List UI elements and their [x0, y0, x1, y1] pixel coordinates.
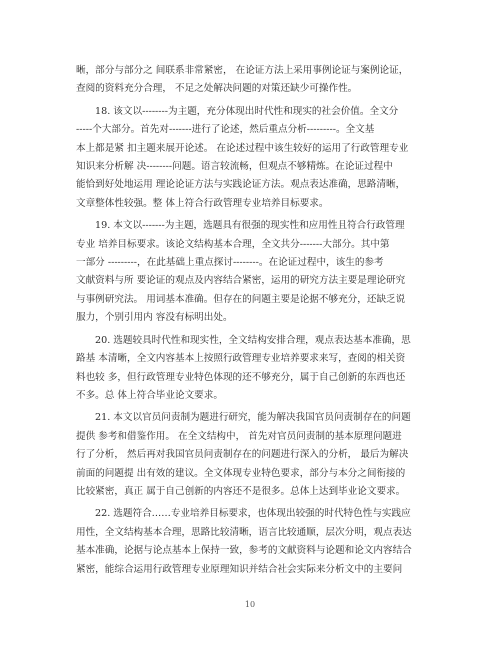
page-content [76, 62, 429, 583]
text-line: 提供 参考和借鉴作用。 在全文结构中， 首先对官员问责制的基本原理问题进 [76, 430, 402, 442]
paragraph [76, 409, 429, 501]
text-line: 19. 本文以-------为主题，选题具有很强的现实性和应用性且符合行政管理 [95, 220, 405, 232]
text-line: 比较紧密，真正 属于自己创新的内容还不是很多。总体上达到毕业论文要求。 [76, 485, 406, 497]
text-line: 能恰到好处地运用 理论论证方法与实践论证方法。观点表达准确，思路清晰， [76, 179, 406, 191]
paragraph [76, 103, 429, 213]
page-number: 10 [244, 600, 256, 609]
paragraph [76, 62, 429, 99]
text-line: 22. 选题符合……专业培养目标要求，也体现出较强的时代特色性与实践应 [95, 508, 411, 520]
text-line: 用性，全文结构基本合理，思路比较清晰，语言比较通顺，层次分明，观点表达 [76, 526, 412, 538]
text-line: 行了分析， 然后再对我国官员问责制存在的问题进行深入的分析， 最后为解决 [76, 449, 409, 461]
text-line: 21. 本文以官员问责制为题进行研究，能为解决我国官员问责制存在的问题 [95, 412, 411, 424]
text-line: 料也较 多，但行政管理专业特色体现的还不够充分，属于自己创新的东西也还 [76, 371, 406, 383]
paragraph [76, 505, 429, 579]
text-line: 服力，个别引用内 容没有标明出处。 [76, 312, 233, 324]
text-line: 晰，部分与部分之 间联系非常紧密， 在论证方法上采用事例论证与案例论证， [76, 65, 409, 76]
paragraph [76, 217, 429, 327]
text-line: 查阅的资料充分合理， 不足之处解决问题的对策还缺少可操作性。 [76, 83, 358, 95]
text-line: 不多。总 体上符合毕业论文要求。 [76, 389, 223, 401]
text-line: 基本准确，论据与论点基本上保持一致，参考的文献资料与论题和论文内容结合 [76, 545, 412, 557]
text-line: 前面的问题提 出有效的建议。全文体现专业特色要求，部分与本分之间衔接的 [76, 467, 406, 479]
text-line: 文章整体性较强。整 体上符合行政管理专业培养目标要求。 [76, 197, 329, 209]
text-line: 本上都是紧 扣主题来展开论述。 在论述过程中该生较好的运用了行政管理专业 [76, 142, 409, 154]
text-line: 20. 选题较具时代性和现实性，全文结构安排合理，观点表达基本准确，思 [95, 334, 411, 346]
paragraph [76, 332, 429, 406]
text-line: 一部分 ---------，在此基础上重点探讨--------。在论证过程中，该生的参考 [76, 257, 384, 269]
text-line: 紧密，能综合运用行政管理专业原理知识并结合社会实际来分析文中的主要问 [76, 563, 403, 575]
text-line: -----个大部分。首先对-------进行了论述，然后重点分析---------。全文基 [76, 124, 375, 136]
text-line: 知识来分析解 决--------问题。语言较流畅，但观点不够精炼。在论证过程中 [76, 161, 393, 173]
text-line: 专业 培养目标要求。该论文结构基本合理，全文共分-------大部分。其中第 [76, 238, 390, 250]
text-line: 路基 本清晰，全文内容基本上按照行政管理专业培养要求来写，查阅的相关资 [76, 353, 406, 365]
text-line: 与事例研究法。 用词基本准确。但存在的问题主要是论据不够充分，还缺乏说 [76, 293, 406, 305]
text-line: 文献资料与所 要论证的观点及内容结合紧密，运用的研究方法主要是理论研究 [76, 275, 406, 287]
text-line: 18. 该文以--------为主题，充分体现出时代性和现实的社会价值。全文分 [95, 105, 399, 117]
